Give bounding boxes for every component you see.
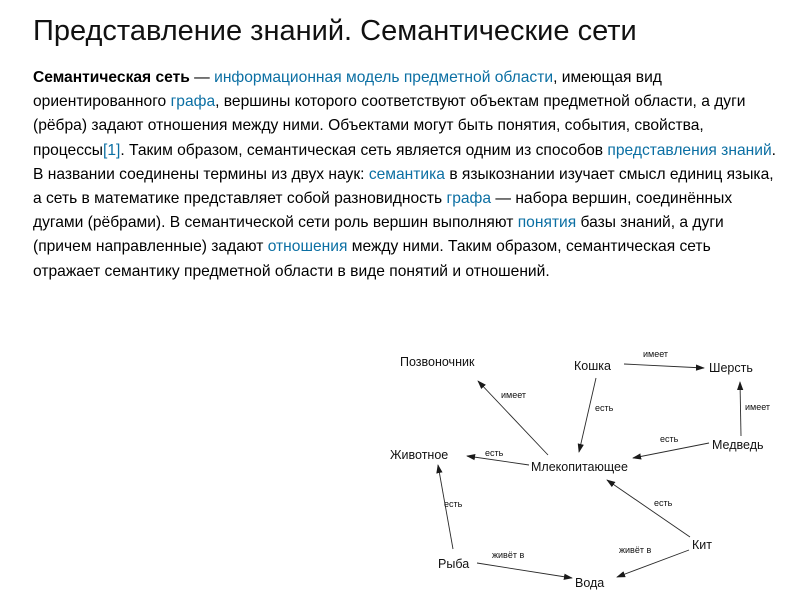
edge-bear-fur (740, 382, 741, 436)
text-fragment: — (189, 69, 215, 86)
term-semantic-network: Семантическая сеть (33, 69, 190, 86)
link-semantics[interactable]: семантика (368, 165, 445, 183)
node-mammal: Млекопитающее (531, 460, 628, 474)
node-water: Вода (575, 576, 605, 590)
link-relations[interactable]: отношения (267, 238, 348, 256)
text-fragment: . В названии соединены термины из двух наук: (33, 141, 776, 183)
text-fragment: , имеющая вид ориентированного (33, 69, 662, 111)
edge-label-fish-water: живёт в (492, 550, 525, 560)
node-vertebrate: Позвоночник (400, 355, 475, 369)
edge-cat-mammal (579, 378, 596, 452)
text-fragment: в языкознании изучает смысл единиц языка, а сеть в математике представляет собой разновидность (33, 165, 774, 208)
edge-label-whale-water: живёт в (619, 545, 652, 555)
edge-label-cat-mammal: есть (595, 403, 614, 413)
node-animal: Животное (390, 448, 449, 462)
slide-title: Представление знаний. Семантические сети (33, 15, 637, 47)
edge-whale-mammal (607, 480, 690, 537)
node-fur: Шерсть (709, 361, 753, 375)
node-fish: Рыба (438, 557, 470, 571)
text-fragment: базы знаний, а дуги (причем направленные) задают (33, 214, 724, 256)
link-information-model[interactable]: информационная модель предметной области (214, 69, 554, 86)
edge-label-bear-fur: имеет (745, 402, 771, 412)
edge-label-mammal-vertebrate: имеет (501, 390, 527, 400)
link-reference-1[interactable]: [1] (103, 141, 121, 159)
text-fragment: — набора вершин, соединённых дугами (рёбрами). В семантической сети роль вершин выполняют (33, 190, 733, 232)
edge-cat-fur (624, 364, 704, 368)
link-knowledge-representation[interactable]: представления знаний (607, 141, 772, 159)
edge-label-cat-fur: имеет (643, 349, 669, 359)
text-fragment: , вершины которого соответствуют объектам предметной области, а дуги (рёбра) задают отношения между ними. Объектами могут быть понятия, события, свойства, процессы (33, 93, 746, 159)
link-concepts[interactable]: понятия (517, 214, 577, 232)
edge-bear-mammal (633, 443, 709, 458)
edge-label-bear-mammal: есть (660, 434, 679, 444)
link-graph[interactable]: графа (170, 93, 216, 111)
text-fragment: между ними. Таким образом, семантическая сеть отражает семантику предметной области в виде понятий и отношений. (33, 238, 711, 280)
edge-label-whale-mammal: есть (654, 498, 673, 508)
link-graph-2[interactable]: графа (446, 190, 492, 208)
node-cat: Кошка (574, 359, 611, 373)
edge-label-fish-animal: есть (444, 499, 463, 509)
node-bear: Медведь (712, 438, 764, 452)
edge-label-mammal-animal: есть (485, 448, 504, 458)
node-whale: Кит (692, 538, 712, 552)
text-fragment: . Таким образом, семантическая сеть является одним из способов (120, 141, 608, 159)
edge-fish-water (477, 563, 572, 578)
